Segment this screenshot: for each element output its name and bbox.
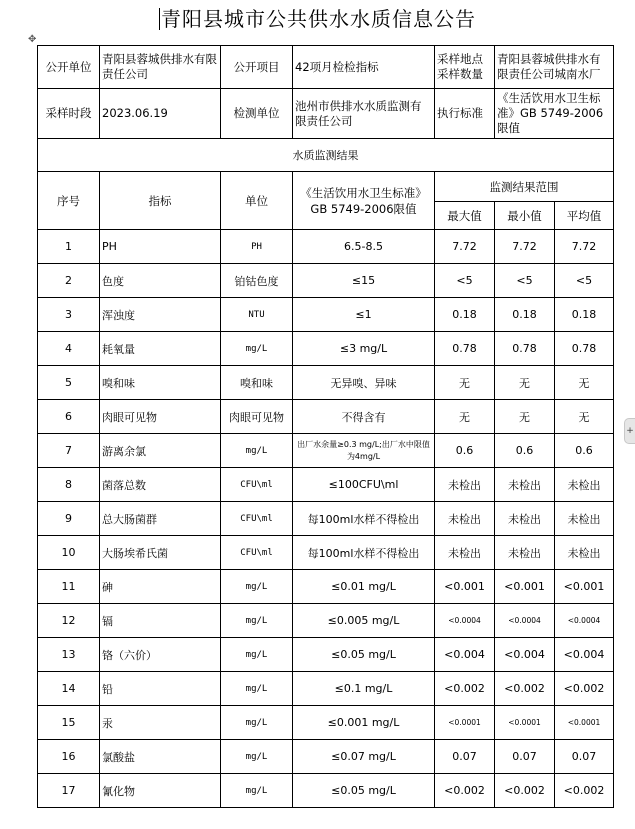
row-number: 8 xyxy=(38,468,100,502)
meta-value-standard: 《生活饮用水卫生标准》GB 5749-2006限值 xyxy=(495,89,614,139)
row-min: <0.0001 xyxy=(495,706,555,740)
row-limit: 不得含有 xyxy=(293,400,435,434)
row-limit: ≤100CFU\ml xyxy=(293,468,435,502)
table-row xyxy=(38,400,614,434)
row-max: 未检出 xyxy=(435,502,495,536)
col-header-avg: 平均值 xyxy=(555,202,614,230)
page-title: 青阳县城市公共供水水质信息公告 xyxy=(161,7,476,31)
row-avg: 未检出 xyxy=(555,468,614,502)
col-header-range: 监测结果范围 xyxy=(435,172,614,202)
table-row xyxy=(38,536,614,570)
row-min: <0.001 xyxy=(495,570,555,604)
row-max: <0.0001 xyxy=(435,706,495,740)
row-max: <0.002 xyxy=(435,672,495,706)
col-header-indicator: 指标 xyxy=(100,172,221,230)
row-avg: <0.002 xyxy=(555,774,614,808)
results-table xyxy=(37,138,614,808)
row-unit: mg/L xyxy=(221,570,293,604)
notice-frame xyxy=(37,45,613,808)
row-number: 9 xyxy=(38,502,100,536)
row-avg: 0.78 xyxy=(555,332,614,366)
row-max: <0.004 xyxy=(435,638,495,672)
header-row-1 xyxy=(38,172,614,202)
row-min: 0.6 xyxy=(495,434,555,468)
row-avg: <0.001 xyxy=(555,570,614,604)
row-min: 未检出 xyxy=(495,502,555,536)
row-limit: ≤0.05 mg/L xyxy=(293,774,435,808)
meta-label-publisher: 公开单位 xyxy=(38,46,100,89)
row-max: 无 xyxy=(435,400,495,434)
row-avg: <5 xyxy=(555,264,614,298)
row-indicator: PH xyxy=(100,230,221,264)
row-max: 0.6 xyxy=(435,434,495,468)
row-number: 15 xyxy=(38,706,100,740)
row-number: 4 xyxy=(38,332,100,366)
row-unit: mg/L xyxy=(221,706,293,740)
row-unit: 铂钴色度 xyxy=(221,264,293,298)
row-max: 0.18 xyxy=(435,298,495,332)
row-number: 3 xyxy=(38,298,100,332)
row-number: 7 xyxy=(38,434,100,468)
row-number: 12 xyxy=(38,604,100,638)
row-avg: 未检出 xyxy=(555,536,614,570)
row-indicator: 镉 xyxy=(100,604,221,638)
row-max: 未检出 xyxy=(435,468,495,502)
plus-tab-icon[interactable]: + xyxy=(624,418,635,444)
row-min: 未检出 xyxy=(495,468,555,502)
row-avg: 0.6 xyxy=(555,434,614,468)
row-indicator: 汞 xyxy=(100,706,221,740)
row-avg: 0.18 xyxy=(555,298,614,332)
row-avg: 未检出 xyxy=(555,502,614,536)
row-min: <0.0004 xyxy=(495,604,555,638)
table-row xyxy=(38,434,614,468)
row-unit: 嗅和味 xyxy=(221,366,293,400)
table-row xyxy=(38,604,614,638)
meta-value-period: 2023.06.19 xyxy=(100,89,221,139)
col-header-limit: 《生活饮用水卫生标准》GB 5749-2006限值 xyxy=(293,172,435,230)
row-min: 7.72 xyxy=(495,230,555,264)
row-number: 17 xyxy=(38,774,100,808)
row-unit: mg/L xyxy=(221,638,293,672)
row-number: 5 xyxy=(38,366,100,400)
table-row xyxy=(38,672,614,706)
row-indicator: 砷 xyxy=(100,570,221,604)
row-min: <0.004 xyxy=(495,638,555,672)
row-min: 0.78 xyxy=(495,332,555,366)
row-indicator: 铅 xyxy=(100,672,221,706)
row-max: 0.07 xyxy=(435,740,495,774)
row-number: 11 xyxy=(38,570,100,604)
row-max: 无 xyxy=(435,366,495,400)
col-header-no: 序号 xyxy=(38,172,100,230)
col-header-max: 最大值 xyxy=(435,202,495,230)
row-max: 7.72 xyxy=(435,230,495,264)
row-indicator: 色度 xyxy=(100,264,221,298)
meta-value-sampling-site: 青阳县蓉城供排水有限责任公司城南水厂 xyxy=(495,46,614,89)
row-min: 未检出 xyxy=(495,536,555,570)
row-indicator: 游离余氯 xyxy=(100,434,221,468)
row-avg: 7.72 xyxy=(555,230,614,264)
row-unit: mg/L xyxy=(221,434,293,468)
table-row xyxy=(38,264,614,298)
meta-label-period: 采样时段 xyxy=(38,89,100,139)
row-avg: <0.0004 xyxy=(555,604,614,638)
row-unit: PH xyxy=(221,230,293,264)
table-row xyxy=(38,774,614,808)
row-indicator: 浑浊度 xyxy=(100,298,221,332)
row-indicator: 菌落总数 xyxy=(100,468,221,502)
table-row xyxy=(38,638,614,672)
row-unit: CFU\ml xyxy=(221,536,293,570)
table-move-handle-icon[interactable]: ✥ xyxy=(28,34,37,45)
row-avg: 无 xyxy=(555,366,614,400)
row-limit: ≤1 xyxy=(293,298,435,332)
row-number: 16 xyxy=(38,740,100,774)
row-unit: mg/L xyxy=(221,740,293,774)
row-max: <5 xyxy=(435,264,495,298)
table-row xyxy=(38,332,614,366)
meta-value-project: 42项月检检指标 xyxy=(293,46,435,89)
row-limit: ≤0.05 mg/L xyxy=(293,638,435,672)
row-avg: 无 xyxy=(555,400,614,434)
table-row xyxy=(38,230,614,264)
results-body xyxy=(38,230,614,808)
row-indicator: 氰化物 xyxy=(100,774,221,808)
row-indicator: 总大肠菌群 xyxy=(100,502,221,536)
row-number: 13 xyxy=(38,638,100,672)
meta-value-lab: 池州市供排水水质监测有限责任公司 xyxy=(293,89,435,139)
table-row xyxy=(38,298,614,332)
row-unit: 肉眼可见物 xyxy=(221,400,293,434)
row-indicator: 大肠埃希氏菌 xyxy=(100,536,221,570)
row-limit: ≤3 mg/L xyxy=(293,332,435,366)
meta-row-2 xyxy=(38,89,614,139)
text-cursor xyxy=(159,8,160,30)
meta-label-lab: 检测单位 xyxy=(221,89,293,139)
row-unit: NTU xyxy=(221,298,293,332)
row-number: 14 xyxy=(38,672,100,706)
row-limit: 6.5-8.5 xyxy=(293,230,435,264)
row-indicator: 氯酸盐 xyxy=(100,740,221,774)
row-unit: CFU\ml xyxy=(221,468,293,502)
row-limit: ≤0.001 mg/L xyxy=(293,706,435,740)
row-unit: CFU\ml xyxy=(221,502,293,536)
row-min: <0.002 xyxy=(495,774,555,808)
row-max: <0.002 xyxy=(435,774,495,808)
row-max: 0.78 xyxy=(435,332,495,366)
meta-label-sampling-site: 采样地点采样数量 xyxy=(435,46,495,89)
row-avg: <0.0001 xyxy=(555,706,614,740)
meta-table xyxy=(37,45,614,139)
row-limit: ≤0.005 mg/L xyxy=(293,604,435,638)
row-limit: ≤0.1 mg/L xyxy=(293,672,435,706)
row-min: 0.18 xyxy=(495,298,555,332)
row-min: <5 xyxy=(495,264,555,298)
row-indicator: 嗅和味 xyxy=(100,366,221,400)
row-min: 无 xyxy=(495,400,555,434)
row-limit: 每100ml水样不得检出 xyxy=(293,536,435,570)
row-limit: 无异嗅、异味 xyxy=(293,366,435,400)
row-unit: mg/L xyxy=(221,604,293,638)
row-number: 6 xyxy=(38,400,100,434)
row-max: <0.001 xyxy=(435,570,495,604)
row-unit: mg/L xyxy=(221,332,293,366)
row-min: 无 xyxy=(495,366,555,400)
row-max: 未检出 xyxy=(435,536,495,570)
row-limit: 每100ml水样不得检出 xyxy=(293,502,435,536)
row-number: 1 xyxy=(38,230,100,264)
table-row xyxy=(38,570,614,604)
row-number: 2 xyxy=(38,264,100,298)
row-limit: ≤0.07 mg/L xyxy=(293,740,435,774)
section-title: 水质监测结果 xyxy=(38,139,614,172)
table-row xyxy=(38,366,614,400)
row-avg: 0.07 xyxy=(555,740,614,774)
col-header-unit: 单位 xyxy=(221,172,293,230)
row-number: 10 xyxy=(38,536,100,570)
meta-row-1 xyxy=(38,46,614,89)
row-indicator: 耗氧量 xyxy=(100,332,221,366)
row-unit: mg/L xyxy=(221,774,293,808)
row-limit: ≤15 xyxy=(293,264,435,298)
meta-label-standard: 执行标准 xyxy=(435,89,495,139)
row-avg: <0.002 xyxy=(555,672,614,706)
table-row xyxy=(38,502,614,536)
meta-label-project: 公开项目 xyxy=(221,46,293,89)
row-indicator: 铬（六价） xyxy=(100,638,221,672)
row-indicator: 肉眼可见物 xyxy=(100,400,221,434)
section-title-row xyxy=(38,139,614,172)
row-min: 0.07 xyxy=(495,740,555,774)
row-limit: ≤0.01 mg/L xyxy=(293,570,435,604)
table-row xyxy=(38,468,614,502)
row-min: <0.002 xyxy=(495,672,555,706)
row-limit: 出厂水余量≥0.3 mg/L;出厂水中限值为4mg/L xyxy=(293,434,435,468)
table-row xyxy=(38,706,614,740)
row-unit: mg/L xyxy=(221,672,293,706)
row-avg: <0.004 xyxy=(555,638,614,672)
row-max: <0.0004 xyxy=(435,604,495,638)
table-row xyxy=(38,740,614,774)
meta-value-publisher: 青阳县蓉城供排水有限责任公司 xyxy=(100,46,221,89)
col-header-min: 最小值 xyxy=(495,202,555,230)
